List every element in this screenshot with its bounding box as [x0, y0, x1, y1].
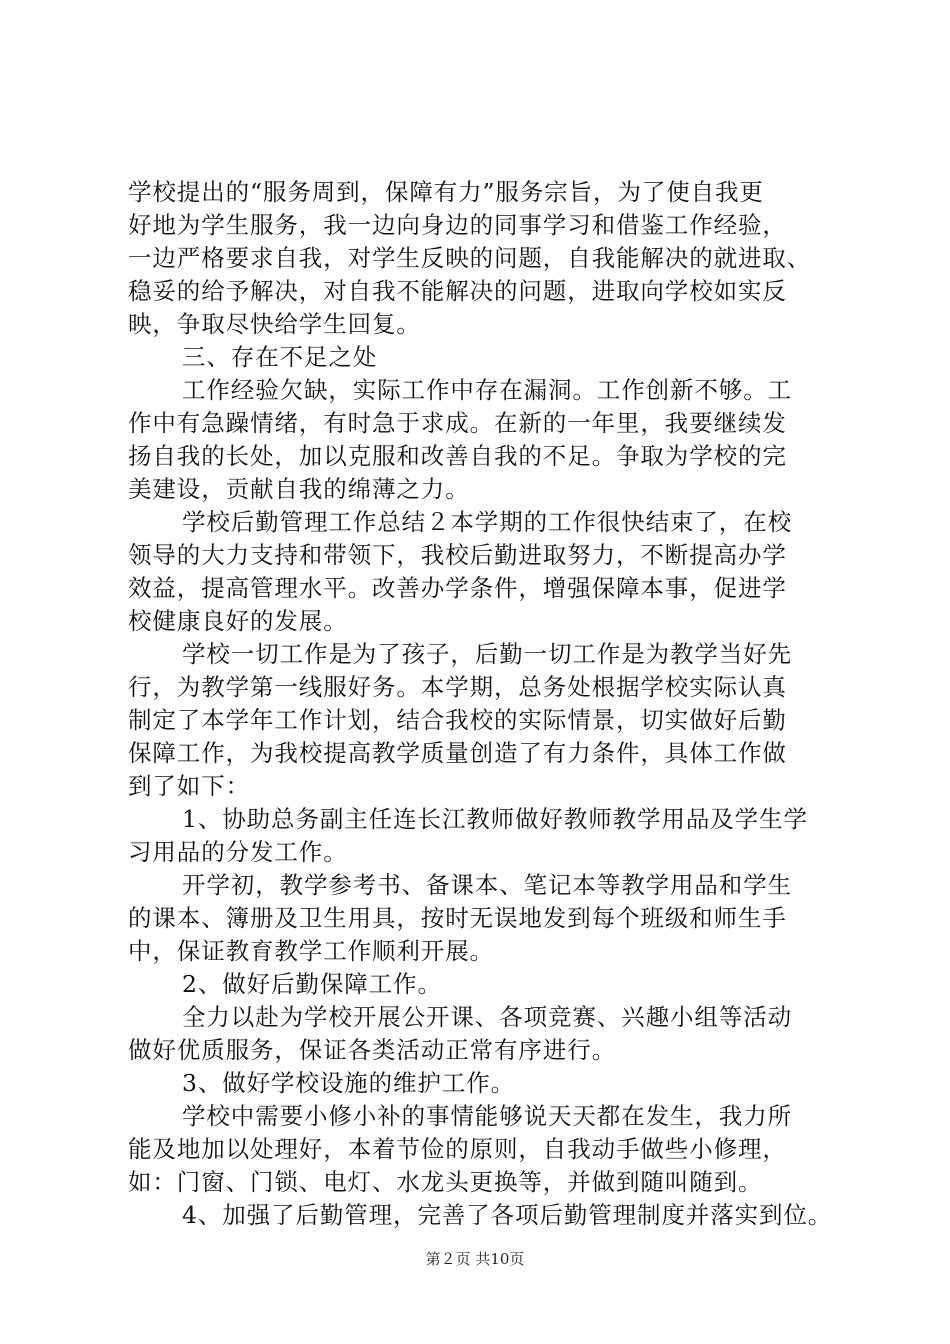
text-line: 开学初，教学参考书、备课本、笔记本等教学用品和学生 — [182, 871, 792, 899]
text-line: 保障工作，为我校提高教学质量创造了有力条件，具体工作做 — [128, 739, 787, 767]
text-line: 3、做好学校设施的维护工作。 — [182, 1069, 516, 1097]
text-line: 效益，提高管理水平。改善办学条件，增强保障本事，促进学 — [128, 574, 787, 602]
text-line: 行，为教学第一线服好务。本学期，总务处根据学校实际认真 — [128, 673, 787, 701]
text-line: 能及地加以处理好，本着节俭的原则，自我动手做些小修理， — [128, 1135, 787, 1163]
text-line: 映，争取尽快给学生回复。 — [128, 310, 421, 338]
text-line: 三、存在不足之处 — [182, 343, 378, 371]
text-line: 美建设，贡献自我的绵薄之力。 — [128, 475, 470, 503]
text-line: 1、协助总务副主任连长江教师做好教师教学用品及学生学 — [182, 805, 808, 833]
text-line: 如：门窗、门锁、电灯、水龙头更换等，并做到随叫随到。 — [128, 1168, 763, 1196]
text-line: 作中有急躁情绪，有时急于求成。在新的一年里，我要继续发 — [128, 409, 787, 437]
text-line: 学校后勤管理工作总结２本学期的工作很快结束了，在校 — [182, 508, 792, 536]
text-line: 学校一切工作是为了孩子，后勤一切工作是为教学当好先 — [182, 640, 792, 668]
text-line: 制定了本学年工作计划，结合我校的实际情景，切实做好后勤 — [128, 706, 787, 734]
text-line: 领导的大力支持和带领下，我校后勤进取努力，不断提高办学 — [128, 541, 787, 569]
text-line: 一边严格要求自我，对学生反映的问题，自我能解决的就进取、 — [128, 244, 812, 272]
text-line: 4、加强了后勤管理，完善了各项后勤管理制度并落实到位。 — [182, 1201, 833, 1229]
text-line: 到了如下： — [128, 772, 250, 800]
text-line: 的课本、簿册及卫生用具，按时无误地发到每个班级和师生手 — [128, 904, 787, 932]
text-line: 校健康良好的发展。 — [128, 607, 348, 635]
document-body — [128, 176, 838, 1232]
text-line: 全力以赴为学校开展公开课、各项竞赛、兴趣小组等活动 — [182, 1003, 792, 1031]
text-line: 做好优质服务，保证各类活动正常有序进行。 — [128, 1036, 616, 1064]
text-line: 好地为学生服务，我一边向身边的同事学习和借鉴工作经验， — [128, 211, 787, 239]
text-line: 2、做好后勤保障工作。 — [182, 970, 442, 998]
text-line: 习用品的分发工作。 — [128, 838, 348, 866]
text-line: 扬自我的长处，加以克服和改善自我的不足。争取为学校的完 — [128, 442, 787, 470]
text-line: 学校提出的“服务周到，保障有力”服务宗旨，为了使自我更 — [128, 178, 764, 206]
text-line: 稳妥的给予解决，对自我不能解决的问题，进取向学校如实反 — [128, 277, 787, 305]
page-number-footer: 第２页 共10页 — [425, 1250, 525, 1268]
text-line: 工作经验欠缺，实际工作中存在漏洞。工作创新不够。工 — [182, 376, 792, 404]
text-line: 中，保证教育教学工作顺利开展。 — [128, 937, 494, 965]
text-line: 学校中需要小修小补的事情能够说天天都在发生，我力所 — [182, 1102, 792, 1130]
